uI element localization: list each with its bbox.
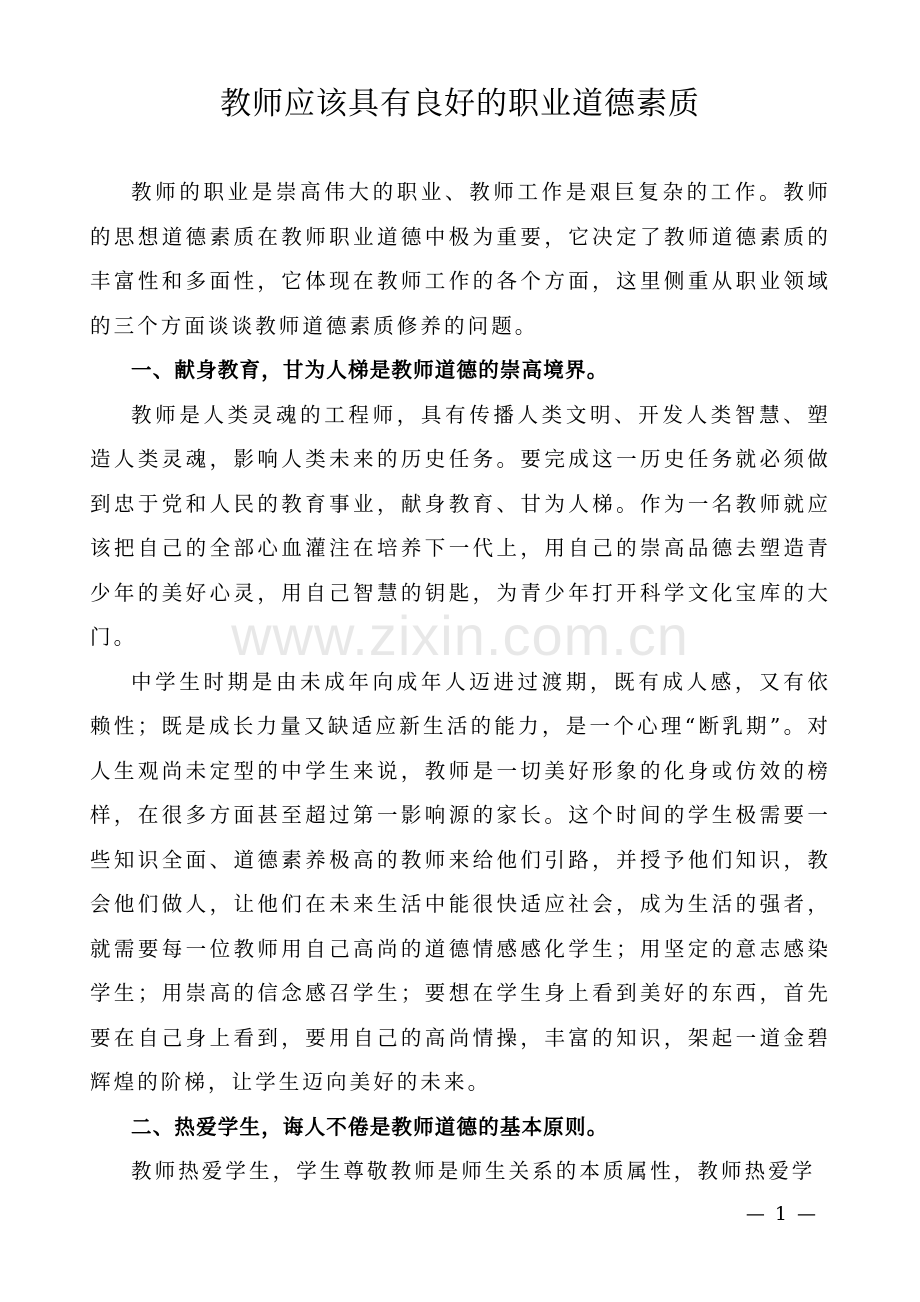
document-title: 教师应该具有良好的职业道德素质 bbox=[220, 86, 700, 122]
document-body bbox=[90, 170, 831, 1194]
site-watermark: www.zixin.com.cn bbox=[231, 604, 689, 667]
section-1-paragraph-2: 中学生时期是由未成年向成年人迈进过渡期，既有成人感，又有依赖性；既是成长力量又缺适应新生活的能力，是一个心理“断乳期”。对人生观尚未定型的中学生来说，教师是一切美好形象的化身或仿效的榜样，在很多方面甚至超过第一影响源的家长。这个时间的学生极需要一些知识全面、道德素养极高的教师来给他们引路，并授予他们知识，教会他们做人，让他们在未来生活中能很快适应社会，成为生活的强者，就需要每一位教师用自己高尚的道德情感感化学生；用坚定的意志感染学生；用崇高的信念感召学生；要想在学生身上看到美好的东西，首先要在自己身上看到，要用自己的高尚情操，丰富的知识，架起一道金碧辉煌的阶梯，让学生迈向美好的未来。 bbox=[90, 669, 831, 1094]
section-2-paragraph-1: 教师热爱学生，学生尊敬教师是师生关系的本质属性，教师热爱学 bbox=[131, 1159, 816, 1183]
intro-paragraph: 教师的职业是崇高伟大的职业、教师工作是艰巨复杂的工作。教师的思想道德素质在教师职业道德中极为重要，它决定了教师道德素质的丰富性和多面性，它体现在教师工作的各个方面，这里侧重从职业领域的三个方面谈谈教师道德素质修养的问题。 bbox=[90, 180, 831, 338]
section-1-paragraph-1: 教师是人类灵魂的工程师，具有传播人类文明、开发人类智慧、塑造人类灵魂，影响人类未来的历史任务。要完成这一历史任务就必须做到忠于党和人民的教育事业，献身教育、甘为人梯。作为一名教师就应该把自己的全部心血灌注在培养下一代上，用自己的崇高品德去塑造青少年的美好心灵，用自己智慧的钥匙，为青少年打开科学文化宝库的大门。 bbox=[90, 402, 831, 649]
page-number: — 1 — bbox=[745, 1203, 818, 1225]
section-heading-1: 一、献身教育，甘为人梯是教师道德的崇高境界。 bbox=[131, 358, 609, 382]
section-heading-2: 二、热爱学生，诲人不倦是教师道德的基本原则。 bbox=[131, 1114, 609, 1139]
